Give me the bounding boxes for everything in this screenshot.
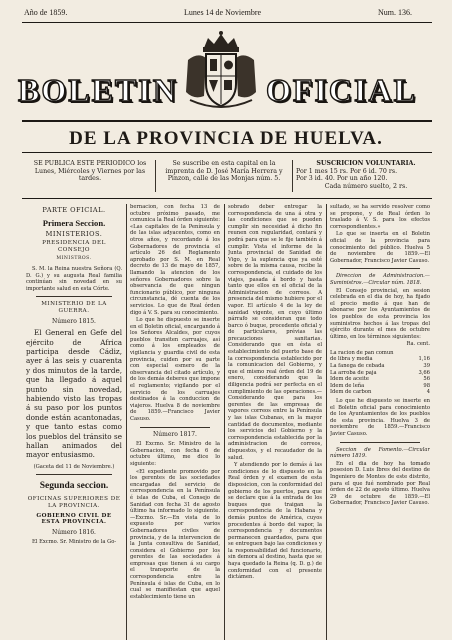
newspaper-subtitle: DE LA PROVINCIA DE HUELVA. [69, 128, 383, 149]
subscription-title: SUSCRICION VOLUNTARIA. [316, 160, 416, 167]
masthead-rule [22, 120, 432, 122]
item-number: Número 1816. [52, 528, 96, 536]
body-text: Lo que he dispuesto se inserte en el Boletin oficial para conocimiento de los Ayuntamientos de los pueblos de esta provincia. Huelva 3 de noviembre de 1859.—Francisco Javier Casuso. [330, 398, 430, 437]
top-info-line [0, 5, 452, 21]
body-text: «El expediente promovido por los gerentes de las sociedades encargadas del servicio de correspondencia en la Península é islas de Cuba, el Consejo de Sanidad con fecha 31 de agosto último ha informado lo siguiente.—Excmo. Sr.—En vista de lo expuesto por varios Gobernadores civiles de provincia, y de la intervencion de la Junta consultiva de Sanidad, considera el Gobierno por los gerentes de las sociedades á empresas que tienen á su cargo el transporte de la correspondencia entre la Península é islas de Cuba, en lo cual se manifiestan que aquel establecimiento tiene un [130, 468, 220, 600]
war-ministry-heading: MINISTERIO DE LA GUERRA. [41, 301, 107, 314]
first-section-heading: Primera Seccion. [42, 217, 106, 228]
body-text: Lo que he dispuesto se inserte en el Boletin oficial, encargando á los Señores Alcaldes, por cuyos pueblos transiten carruajes, así como á los empleados de vigilancia y guardia civil de esta provincia, cuiden por su parte con especial esmero de la observancia del citado artículo, y de los demás deberes que impone el reglamento; vigilando por el servicio de los carruajes destinados á la conduccion de viajeros. Huelva 8 de noviembre de 1859.—Francisco Javier Casuso. [130, 317, 220, 422]
table-row [330, 356, 430, 363]
war-ministry-text: El General en Gefe del ejército de Africa participa desde Cádiz, ayer á las seis y cuarenta y dos minutos de la tarde, que ha llegado á aquel punto sin novedad, habiendo visto las tropas á su paso por los puntos donde están acantonadas, y que tanto estas como los pueblos del tránsito se hallan animados del mayor entusiasmo. [26, 328, 122, 460]
supplies-price-table [330, 350, 430, 396]
body-text: sultado, se ha servido resolver como se propone, y de Real órden lo traslado á V. S. para los efectos correspondientes.» [330, 204, 430, 230]
table-row [330, 376, 430, 383]
civil-government-heading: GOBIERNO CIVIL DE ESTA PROVINCIA. [36, 512, 112, 526]
coat-of-arms-icon [178, 30, 264, 112]
table-row [330, 363, 430, 370]
table-item: La arroba de paja [330, 369, 377, 376]
divider [36, 474, 112, 475]
table-item: Idem de leña [330, 382, 365, 389]
presidency-text: S. M. la Reina nuestra Señora (Q. D. G.) y su augusta Real familia continúan sin novedad en su importante salud en esta Córte. [26, 265, 122, 292]
official-part-heading: PARTE OFICIAL. [42, 206, 106, 214]
divider [340, 268, 420, 269]
table-row [330, 350, 430, 357]
table-row [330, 389, 430, 396]
date-label: Lunes 14 de Noviembre [184, 8, 262, 17]
presidency-heading: PRESIDENCIA DEL CONSEJO [42, 240, 106, 253]
column-separator [126, 204, 127, 640]
divider [340, 442, 420, 443]
publication-info: SE PUBLICA ESTE PERIODICO los Lunes, Miércoles y Viernes por las tardes. [33, 160, 147, 183]
item-number: Número 1815. [52, 317, 96, 325]
table-value: 4 [426, 389, 430, 396]
body-text: Y atendiendo por lo demás á las condiciones de lo dispuesto en la Real órden y el examen de esta disposicion, con la conformidad del gobierno de los puertos, para que se declare que á la entrada de los buques que traigan la correspondencia de la Habana y demás puntos de América, cuyos procedentes á bordo del vapor, la correspondencia y documentos permanecen guardados, para que se entreguen bajo las condiciones y la responsabilidad del funcionario, sin demora al destino, hasta que se haya quedado la Reina (q. D. g.) de conformidad con el presente dictámen. [228, 462, 322, 581]
table-item: Idem de carbon [330, 389, 372, 396]
administration-heading: Direccion de Administracion.—Suministros.—Circular núm. 1818. [330, 273, 430, 286]
body-text: El Excmo. Sr. Ministro de la Gobernacion, con fecha 6 de octubre último, me dice lo siguiente: [130, 441, 220, 467]
table-value: 98 [423, 382, 430, 389]
table-item: de libra y media [330, 356, 373, 363]
column-4 [330, 204, 430, 640]
subscription-location: Se suscribe en esta capital en la imprenta de D. José María Herrera y Pinzon, calle de las Monjas núm. 5. [165, 160, 283, 183]
table-row [330, 370, 430, 377]
subscription-line: Cada número suelto, 2 rs. [324, 182, 408, 190]
body-text: En el dia de hoy ha tomado posesion D. Luis Ibres del destino de Ingeniero de Montes de este distrito, para el que fué nombrado por Real órden de 22 de agosto último. Huelva 29 de octubre de 1859.—El Gobernador, Francisco Javier Casuso. [330, 460, 430, 507]
body-text: Lo que se inserta en el Boletin oficial de la provincia para conocimiento del público. Huelva 5 de noviembre de 1859.—El Gobernador, Francisco Javier Casuso. [330, 231, 430, 264]
body-text: bernacion, con fecha 13 de octubre próximo pasado, me comunica la Real órden siguiente: «Las capitales de la Península y de las islas adyacentes, como en otros años, y recordando á los Gobernadores de provincia el artículo 26 del Reglamento aprobado por S. M. en Real decreto de 13 de mayo de 1857, llamando la atencion de los señores Gobernadores sobre la observancia de que ningun funcionario público, por ninguna circunstancia, dé cuenta de los servicios. Lo que de Real órden digo á V. S. para su conocimiento. [130, 204, 220, 316]
second-section-heading: Segunda seccion. [39, 481, 109, 492]
column-separator [326, 204, 327, 640]
year-label: Año de 1859. [24, 8, 68, 17]
gazette-citation: (Gaceta del 11 de Noviembre.) [33, 463, 115, 470]
table-header: Ra. cent. [406, 341, 430, 348]
table-item: Idem de aceite [330, 376, 369, 383]
table-value: 3,66 [418, 369, 430, 376]
item-number: Número 1817. [153, 430, 197, 438]
info-separator [292, 160, 293, 192]
table-item: La racion de pan comun [330, 349, 394, 356]
column-1 [26, 204, 122, 640]
divider [36, 296, 112, 297]
subtitle-rule [22, 152, 432, 153]
column-2 [130, 204, 220, 640]
masthead-right-word: OFICIAL [266, 72, 417, 108]
info-separator [155, 160, 156, 192]
top-rule [22, 22, 432, 23]
column-3 [228, 204, 322, 640]
body-top-rule [22, 198, 432, 199]
table-value [415, 350, 430, 357]
body-text: El Consejo provincial, en sesion celebrada en el dia de hoy, ha fijado el precio medio á que han de abonarse por los Ayuntamientos de los pueblos de esta provincia los suministros hechos á las tropas del ejército durante el mes de octubre último, en los términos siguientes: [330, 287, 430, 340]
subscription-prices [296, 160, 436, 194]
table-value: 39 [423, 363, 430, 370]
body-text: sobrado deber entregar la correspondencia de una á otra y las condiciones que se pueden cumplir sin necesidad á dicho fin reunen con regularidad, contará y podrá para que se le fije también á cumplir. Vista el informe de la Junta provincial de Sanidad de Vigo, y la suplencia que ya esté sobre de la misma causa, recibe la correspondencia, el cuidado de los viajes, pasada á bordo y hasta tanto que ellos en el oficial de la Administracion de correos. A presencia del mismo hubiere por el vapor. El artículo 4 de la ley de sanidad vigente, en cuyo último párrafo se consideran que todo barco ó buque, procedente oficial y de particulares, prévias las precauciones sanitarias. Considerando que en ésta el establecimiento del puerto base de la correspondencia establecido por la comunicacion del Gobierno, y que el mismo real órden del 19 de enero, considerando que la diligencia podrá ser perfecta en el cumplimiento de las operaciones.—Considerando que para los gerentes de las empresas de vapores correos entre la Península y las islas Cubanas, en la mayor cantidad de documentos, mediante los servicios del Gobierno y la correspondencia establecida por la administracion de correos, dispuestos, y el recaudador de la salud. [228, 204, 322, 461]
promotion-section-heading: Seccion de Fomento.—Circular número 1819. [330, 446, 430, 460]
table-value: 1,16 [418, 356, 430, 363]
ministries-heading: MINISTERIOS. [45, 229, 103, 238]
subscription-line: Por 1 mes 15 rs. Por 6 id. 70 rs. [296, 167, 398, 175]
issue-number: Num. 136. [378, 8, 412, 17]
table-item: La fanega de cebada [330, 363, 385, 370]
presidency-subheading: MINISTROS. [56, 256, 92, 262]
body-text: El Excmo. Sr. Ministro de la Go- [32, 539, 117, 546]
masthead-left-word: BOLETIN [18, 72, 178, 108]
table-value: 56 [423, 376, 430, 383]
table-row [330, 383, 430, 390]
column-separator [224, 204, 225, 640]
subscription-line: Por 3 id. 40. Por un año 120. [296, 175, 388, 183]
provincial-offices-heading: OFICINAS SUPERIORES DE LA PROVINCIA. [27, 496, 121, 509]
divider [140, 427, 210, 428]
